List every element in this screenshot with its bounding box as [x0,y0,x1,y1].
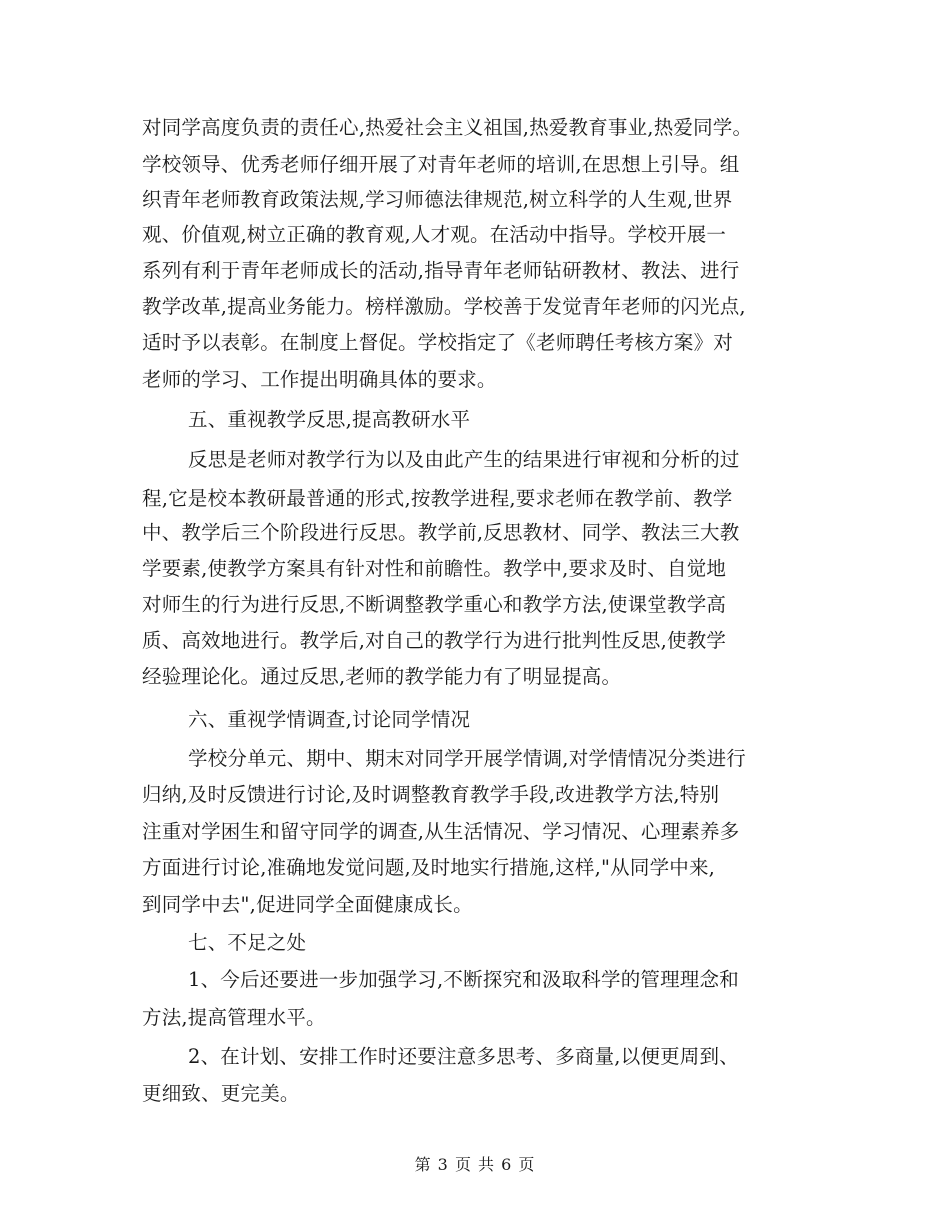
paragraph-line: 归纳,及时反馈进行讨论,及时调整教育教学手段,改进教学方法,特别 [142,783,720,806]
paragraph-line: 更细致、更完美。 [142,1082,300,1105]
paragraph-line: 教学改革,提高业务能力。榜样激励。学校善于发觉青年老师的闪光点, [142,295,746,318]
paragraph-line: 老师的学习、工作提出明确具体的要求。 [142,368,497,391]
paragraph-line: 方面进行讨论,准确地发觉问题,及时地实行措施,这样,"从同学中来, [142,856,716,879]
list-item-2: 2、在计划、安排工作时还要注意多思考、多商量,以便更周到、 [188,1045,739,1068]
list-item-1: 1、今后还要进一步加强学习,不断探究和汲取科学的管理理念和 [188,968,739,991]
paragraph-line: 学要素,使教学方案具有针对性和前瞻性。教学中,要求及时、自觉地 [142,557,727,580]
paragraph-line: 学校领导、优秀老师仔细开展了对青年老师的培训,在思想上引导。组 [142,153,740,176]
paragraph-line: 注重对学困生和留守同学的调查,从生活情况、学习情况、心理素养多 [142,820,740,843]
page-number: 第 3 页 共 6 页 [414,1155,536,1174]
paragraph-line: 中、教学后三个阶段进行反思。教学前,反思教材、同学、教法三大教 [142,521,740,544]
paragraph-line: 反思是老师对教学行为以及由此产生的结果进行审视和分析的过 [188,448,740,471]
section-heading-6: 六、重视学情调查,讨论同学情况 [188,708,471,731]
paragraph-line: 学校分单元、期中、期末对同学开展学情调,对学情情况分类进行 [188,747,746,770]
paragraph-line: 观、价值观,树立正确的教育观,人才观。在活动中指导。学校开展一 [142,223,727,246]
paragraph-line: 到同学中去",促进同学全面健康成长。 [142,893,473,916]
paragraph-line: 织青年老师教育政策法规,学习师德法律规范,树立科学的人生观,世界 [142,188,733,211]
paragraph-line: 程,它是校本教研最普通的形式,按教学进程,要求老师在教学前、教学 [142,487,733,510]
paragraph-line: 系列有利于青年老师成长的活动,指导青年老师钻研教材、教法、进行 [142,259,740,282]
section-heading-5: 五、重视教学反思,提高教研水平 [188,408,471,431]
paragraph-line: 对师生的行为进行反思,不断调整教学重心和教学方法,使课堂教学高 [142,593,727,616]
paragraph-line: 质、高效地进行。教学后,对自己的教学行为进行批判性反思,使教学 [142,629,727,652]
paragraph-line: 对同学高度负责的责任心,热爱社会主义祖国,热爱教育事业,热爱同学。 [142,116,753,139]
paragraph-line: 适时予以表彰。在制度上督促。学校指定了《老师聘任考核方案》对 [142,331,734,354]
paragraph-line: 经验理论化。通过反思,老师的教学能力有了明显提高。 [142,665,622,688]
section-heading-7: 七、不足之处 [188,931,307,954]
paragraph-line: 方法,提高管理水平。 [142,1006,326,1029]
